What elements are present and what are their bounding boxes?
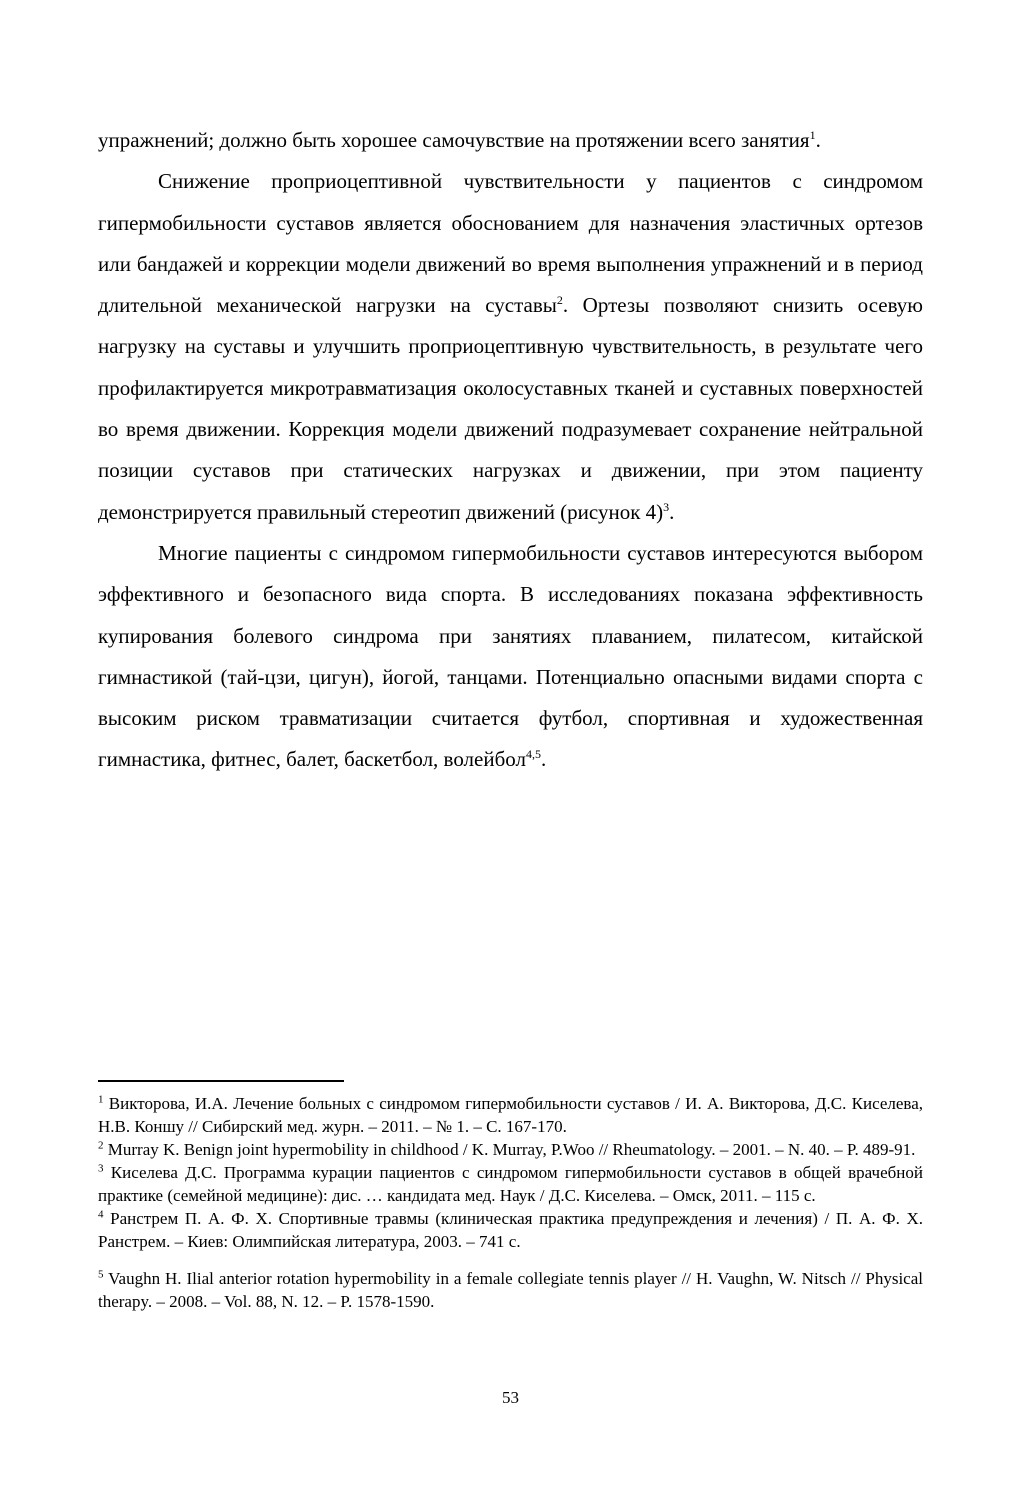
- footnote-2: [98, 1138, 923, 1161]
- footnote-number: 1: [98, 1093, 104, 1106]
- footnote-ref[interactable]: 3: [663, 499, 670, 514]
- footnote-3: [98, 1161, 923, 1207]
- paragraph-tail: .: [669, 499, 675, 524]
- footnote-text: Викторова, И.А. Лечение больных с синдромом гипермобильности суставов / И. А. Викторова, Д.С. Киселева, Н.В. Коншу // Сибирский мед. журн. – 2011. – № 1. – С. 167-170.: [98, 1094, 923, 1136]
- paragraph-1: [98, 120, 923, 161]
- paragraph-2: [98, 161, 923, 533]
- footnote-separator: [98, 1080, 344, 1082]
- body-text: [98, 120, 923, 781]
- footnote-ref[interactable]: 1: [809, 128, 816, 142]
- footnote-1: [98, 1092, 923, 1138]
- footnote-text: Ранстрем П. А. Ф. Х. Спортивные травмы (клиническая практика предупреждения и лечения) / П. А. Ф. Х. Ранстрем. – Киев: Олимпийская литература, 2003. – 741 с.: [98, 1209, 923, 1251]
- footnote-number: 4: [98, 1208, 104, 1221]
- footnote-number: 3: [98, 1162, 104, 1175]
- footnote-number: 2: [98, 1139, 104, 1152]
- footnote-text: Murray K. Benign joint hypermobility in childhood / K. Murray, P.Woo // Rheumatology. – 2001. – N. 40. – P. 489-91.: [103, 1140, 916, 1159]
- paragraph-3: [98, 533, 923, 781]
- paragraph-tail: .: [540, 747, 547, 772]
- paragraph-text: Снижение проприоцептивной чувствительности у пациентов с синдромом гипермобильности суставов является обоснованием для назначения эластичных ортезов или бандажей и коррекции модели движений во время выполнения упражнений и в период длительной механической нагрузки на суставы: [98, 169, 923, 318]
- footnote-number: 5: [98, 1268, 104, 1281]
- paragraph-text: Многие пациенты с синдромом гипермобильности суставов интересуются выбором эффективного и безопасного вида спорта. В исследованиях показана эффективность купирования болевого синдрома при занятиях плаванием, пилатесом, китайской гимнастикой (тай-цзи, цигун), йогой, танцами. Потенциально опасными видами спорта с высоким риском травматизации считается футбол, спортивная и художественная гимнастика, фитнес, балет, баскетбол, волейбол: [98, 540, 923, 772]
- footnotes: [98, 1092, 923, 1313]
- page-number: 53: [502, 1388, 519, 1407]
- footnote-4: [98, 1207, 923, 1253]
- footnote-5: [98, 1267, 923, 1313]
- footnote-text: Vaughn H. Ilial anterior rotation hypermobility in a female collegiate tennis player // H. Vaughn, W. Nitsch // Physical therapy. – 2008. – Vol. 88, N. 12. – P. 1578-1590.: [98, 1269, 923, 1311]
- paragraph-tail: .: [815, 128, 821, 152]
- footnote-ref[interactable]: 2: [556, 293, 563, 308]
- paragraph-text: упражнений; должно быть хорошее самочувствие на протяжении всего занятия: [98, 128, 810, 152]
- footnote-text: Киселева Д.С. Программа курации пациентов с синдромом гипермобильности суставов в общей врачебной практике (семейной медицине): дис. … кандидата мед. Наук / Д.С. Киселева. – Омск, 2011. – 115 с.: [98, 1163, 923, 1205]
- footnote-ref[interactable]: 4,5: [525, 747, 541, 762]
- paragraph-text: . Ортезы позволяют снизить осевую нагрузку на суставы и улучшить проприоцептивную чувствительность, в результате чего профилактируется микротравматизация околосуставных тканей и суставных поверхностей во время движении. Коррекция модели движений подразумевает сохранение нейтральной позиции суставов при статических нагрузках и движении, при этом пациенту демонстрируется правильный стереотип движений (рисунок 4): [98, 293, 923, 524]
